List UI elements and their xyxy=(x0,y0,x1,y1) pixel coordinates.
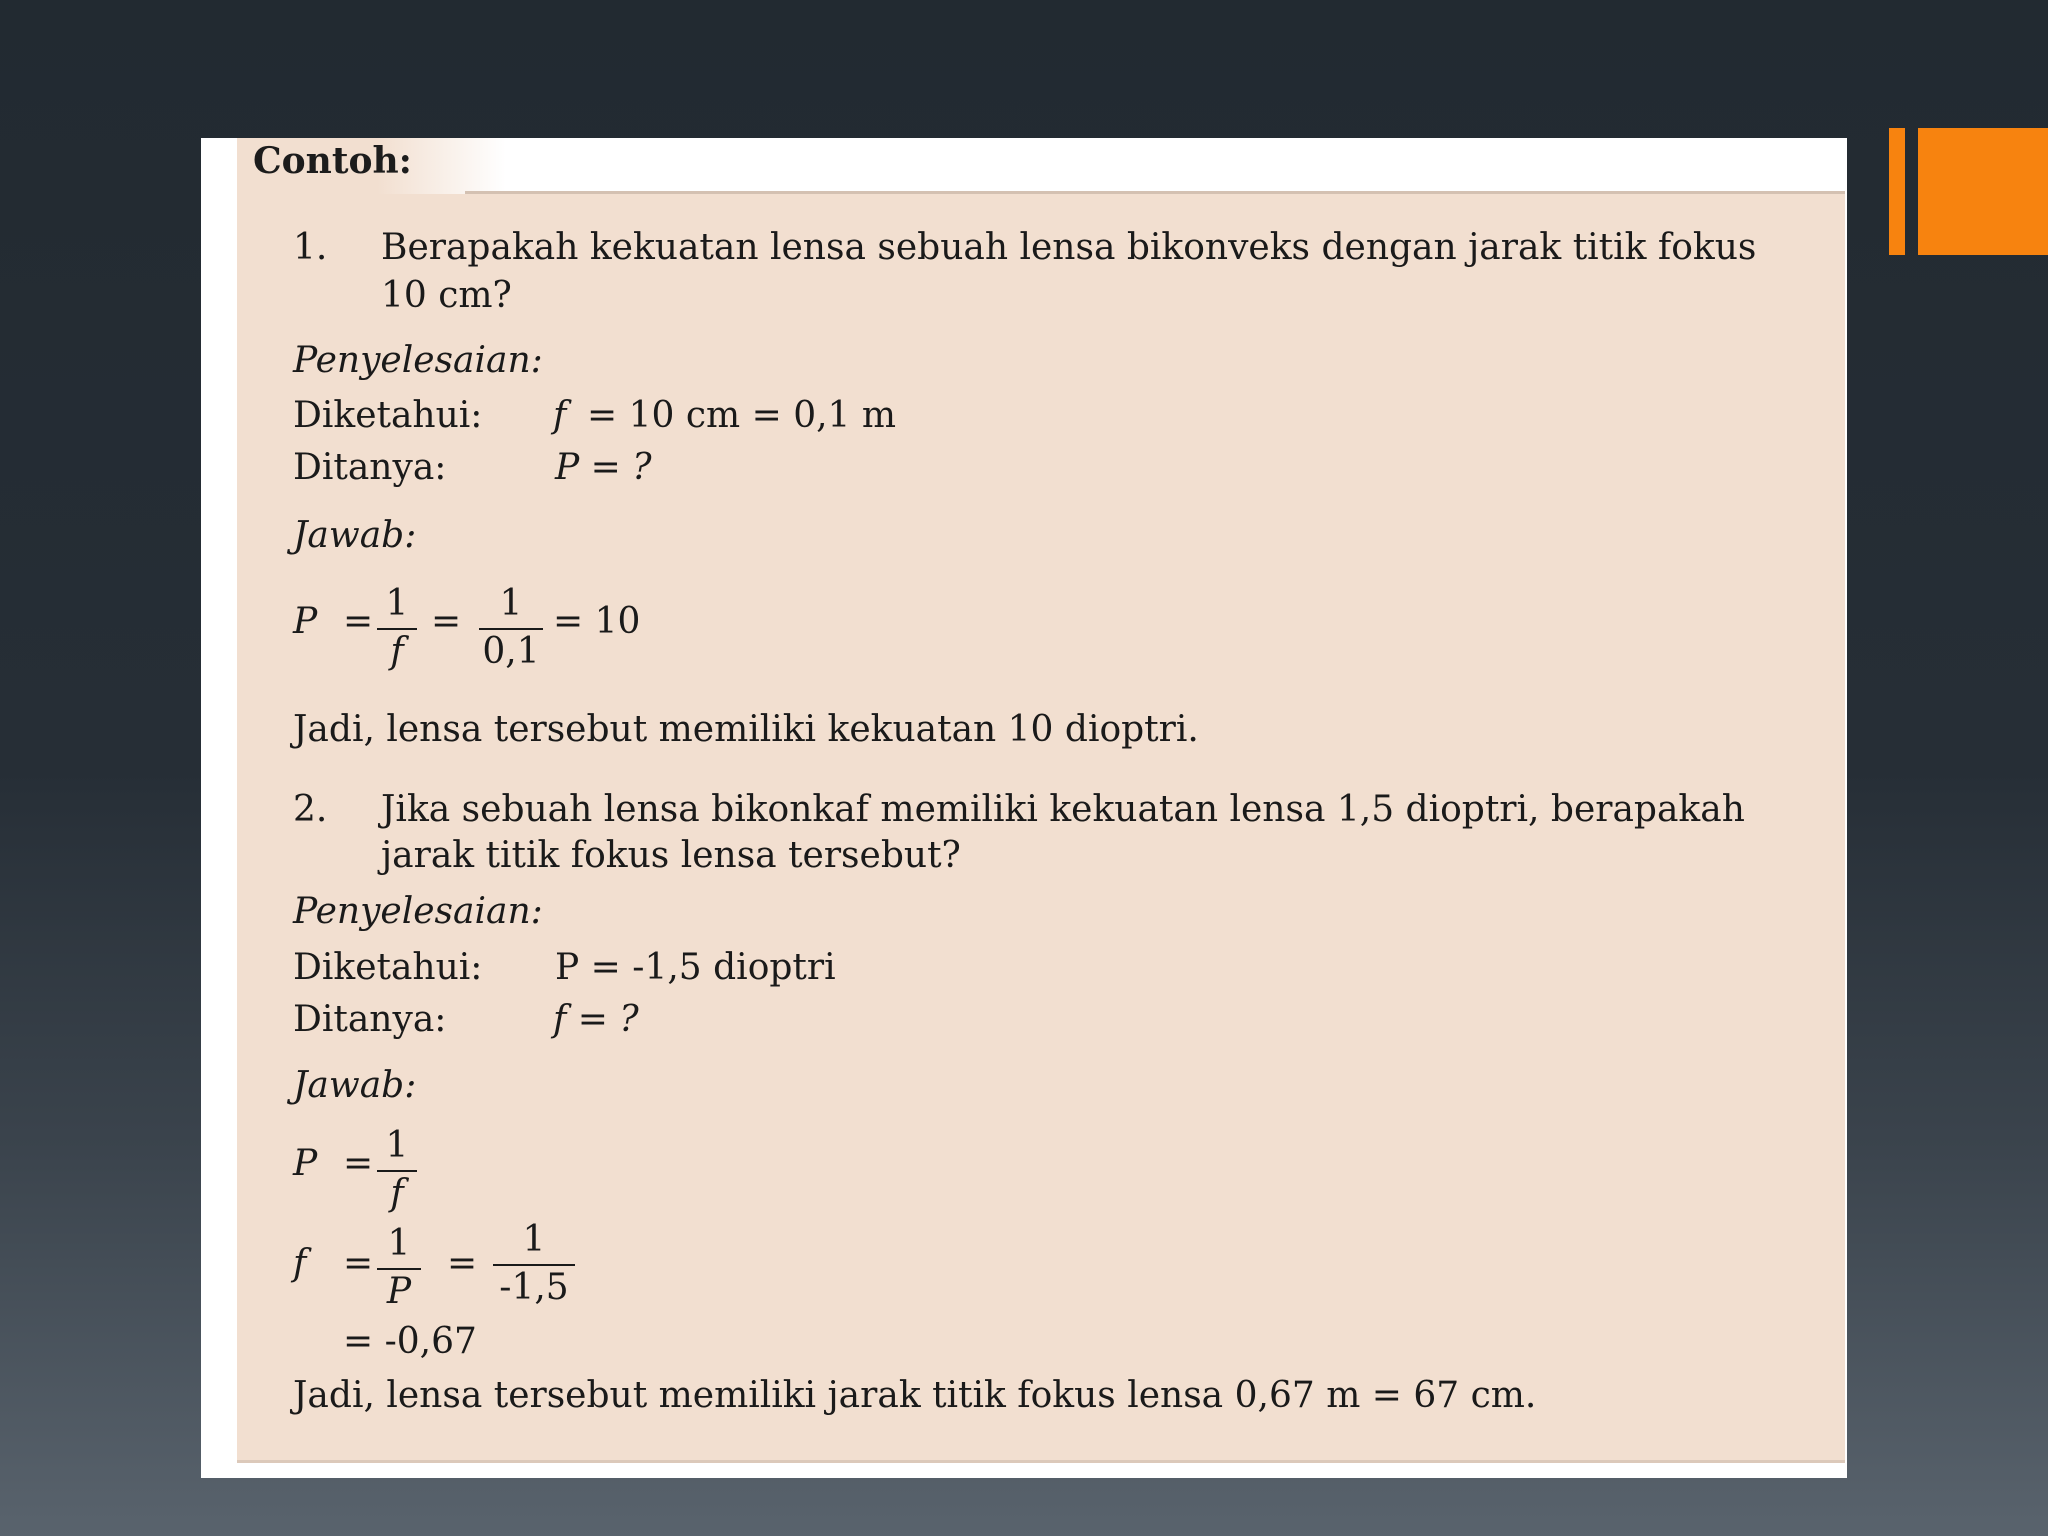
q1-diketahui-symbol: f xyxy=(553,395,567,436)
q2-penyelesaian: Penyelesaian: xyxy=(293,891,543,932)
q1-diketahui-value: = 10 cm = 0,1 m xyxy=(587,395,897,436)
q1-fraction-1-den: f xyxy=(390,631,404,672)
q1-eq-equals-1: = xyxy=(343,601,374,642)
q2-eqb-fraction-2-num: 1 xyxy=(522,1219,546,1260)
q2-ditanya-label: Ditanya: xyxy=(293,999,447,1040)
example-image xyxy=(201,138,1847,1478)
q1-ditanya-value: P = ? xyxy=(555,447,652,488)
q1-eq-result: = 10 xyxy=(553,601,641,642)
q2-diketahui-label: Diketahui: xyxy=(293,947,483,988)
q2-eqc-result: = -0,67 xyxy=(343,1321,477,1362)
q1-conclusion: Jadi, lensa tersebut memiliki kekuatan 10 dioptri. xyxy=(293,709,1199,750)
q1-number: 1. xyxy=(293,227,328,268)
q2-eqb-equals-2: = xyxy=(447,1243,478,1284)
q2-ditanya-value: f = ? xyxy=(553,999,639,1040)
q2-eqb-equals-1: = xyxy=(343,1243,374,1284)
q1-eq-lhs: P xyxy=(293,601,318,642)
q2-eqa-equals: = xyxy=(343,1143,374,1184)
q1-penyelesaian: Penyelesaian: xyxy=(293,340,543,381)
accent-bar-block xyxy=(1918,128,2048,255)
q1-ditanya-label: Ditanya: xyxy=(293,447,447,488)
q2-eqb-fraction-1 xyxy=(377,1223,421,1312)
q2-eqa-lhs: P xyxy=(293,1143,318,1184)
q2-conclusion: Jadi, lensa tersebut memiliki jarak titik fokus lensa 0,67 m = 67 cm. xyxy=(293,1375,1537,1416)
q1-eq-equals-2: = xyxy=(431,601,462,642)
heading-rule xyxy=(465,191,1845,194)
q2-number: 2. xyxy=(293,789,328,830)
q2-eqb-fraction-1-num: 1 xyxy=(387,1223,411,1264)
q2-jawab: Jawab: xyxy=(293,1065,417,1106)
q1-jawab: Jawab: xyxy=(293,515,417,556)
q1-question-line1: Berapakah kekuatan lensa sebuah lensa bikonveks dengan jarak titik fokus xyxy=(381,227,1757,268)
q2-diketahui-value: P = -1,5 dioptri xyxy=(555,947,836,988)
accent-bar-thin xyxy=(1889,128,1905,255)
q2-eqa-fraction xyxy=(377,1125,417,1214)
q1-fraction-2-den: 0,1 xyxy=(482,631,540,672)
q1-question-line2: 10 cm? xyxy=(381,275,512,316)
q2-eqa-fraction-num: 1 xyxy=(385,1125,409,1166)
q2-eqb-fraction-2 xyxy=(493,1219,575,1308)
q1-fraction-1-num: 1 xyxy=(385,583,409,624)
q2-eqb-fraction-1-den: P xyxy=(386,1271,412,1312)
q1-fraction-1 xyxy=(377,583,417,672)
q2-question-line1: Jika sebuah lensa bikonkaf memiliki kekuatan lensa 1,5 dioptri, berapakah xyxy=(381,789,1745,830)
q1-fraction-2-num: 1 xyxy=(499,583,523,624)
q2-eqa-fraction-den: f xyxy=(390,1173,404,1214)
q2-eqb-fraction-2-den: -1,5 xyxy=(499,1267,569,1308)
q1-fraction-2 xyxy=(479,583,543,672)
q2-question-line2: jarak titik fokus lensa tersebut? xyxy=(381,835,961,876)
q2-eqb-lhs: f xyxy=(293,1243,307,1284)
q1-diketahui-label: Diketahui: xyxy=(293,395,483,436)
example-heading: Contoh: xyxy=(253,140,412,182)
